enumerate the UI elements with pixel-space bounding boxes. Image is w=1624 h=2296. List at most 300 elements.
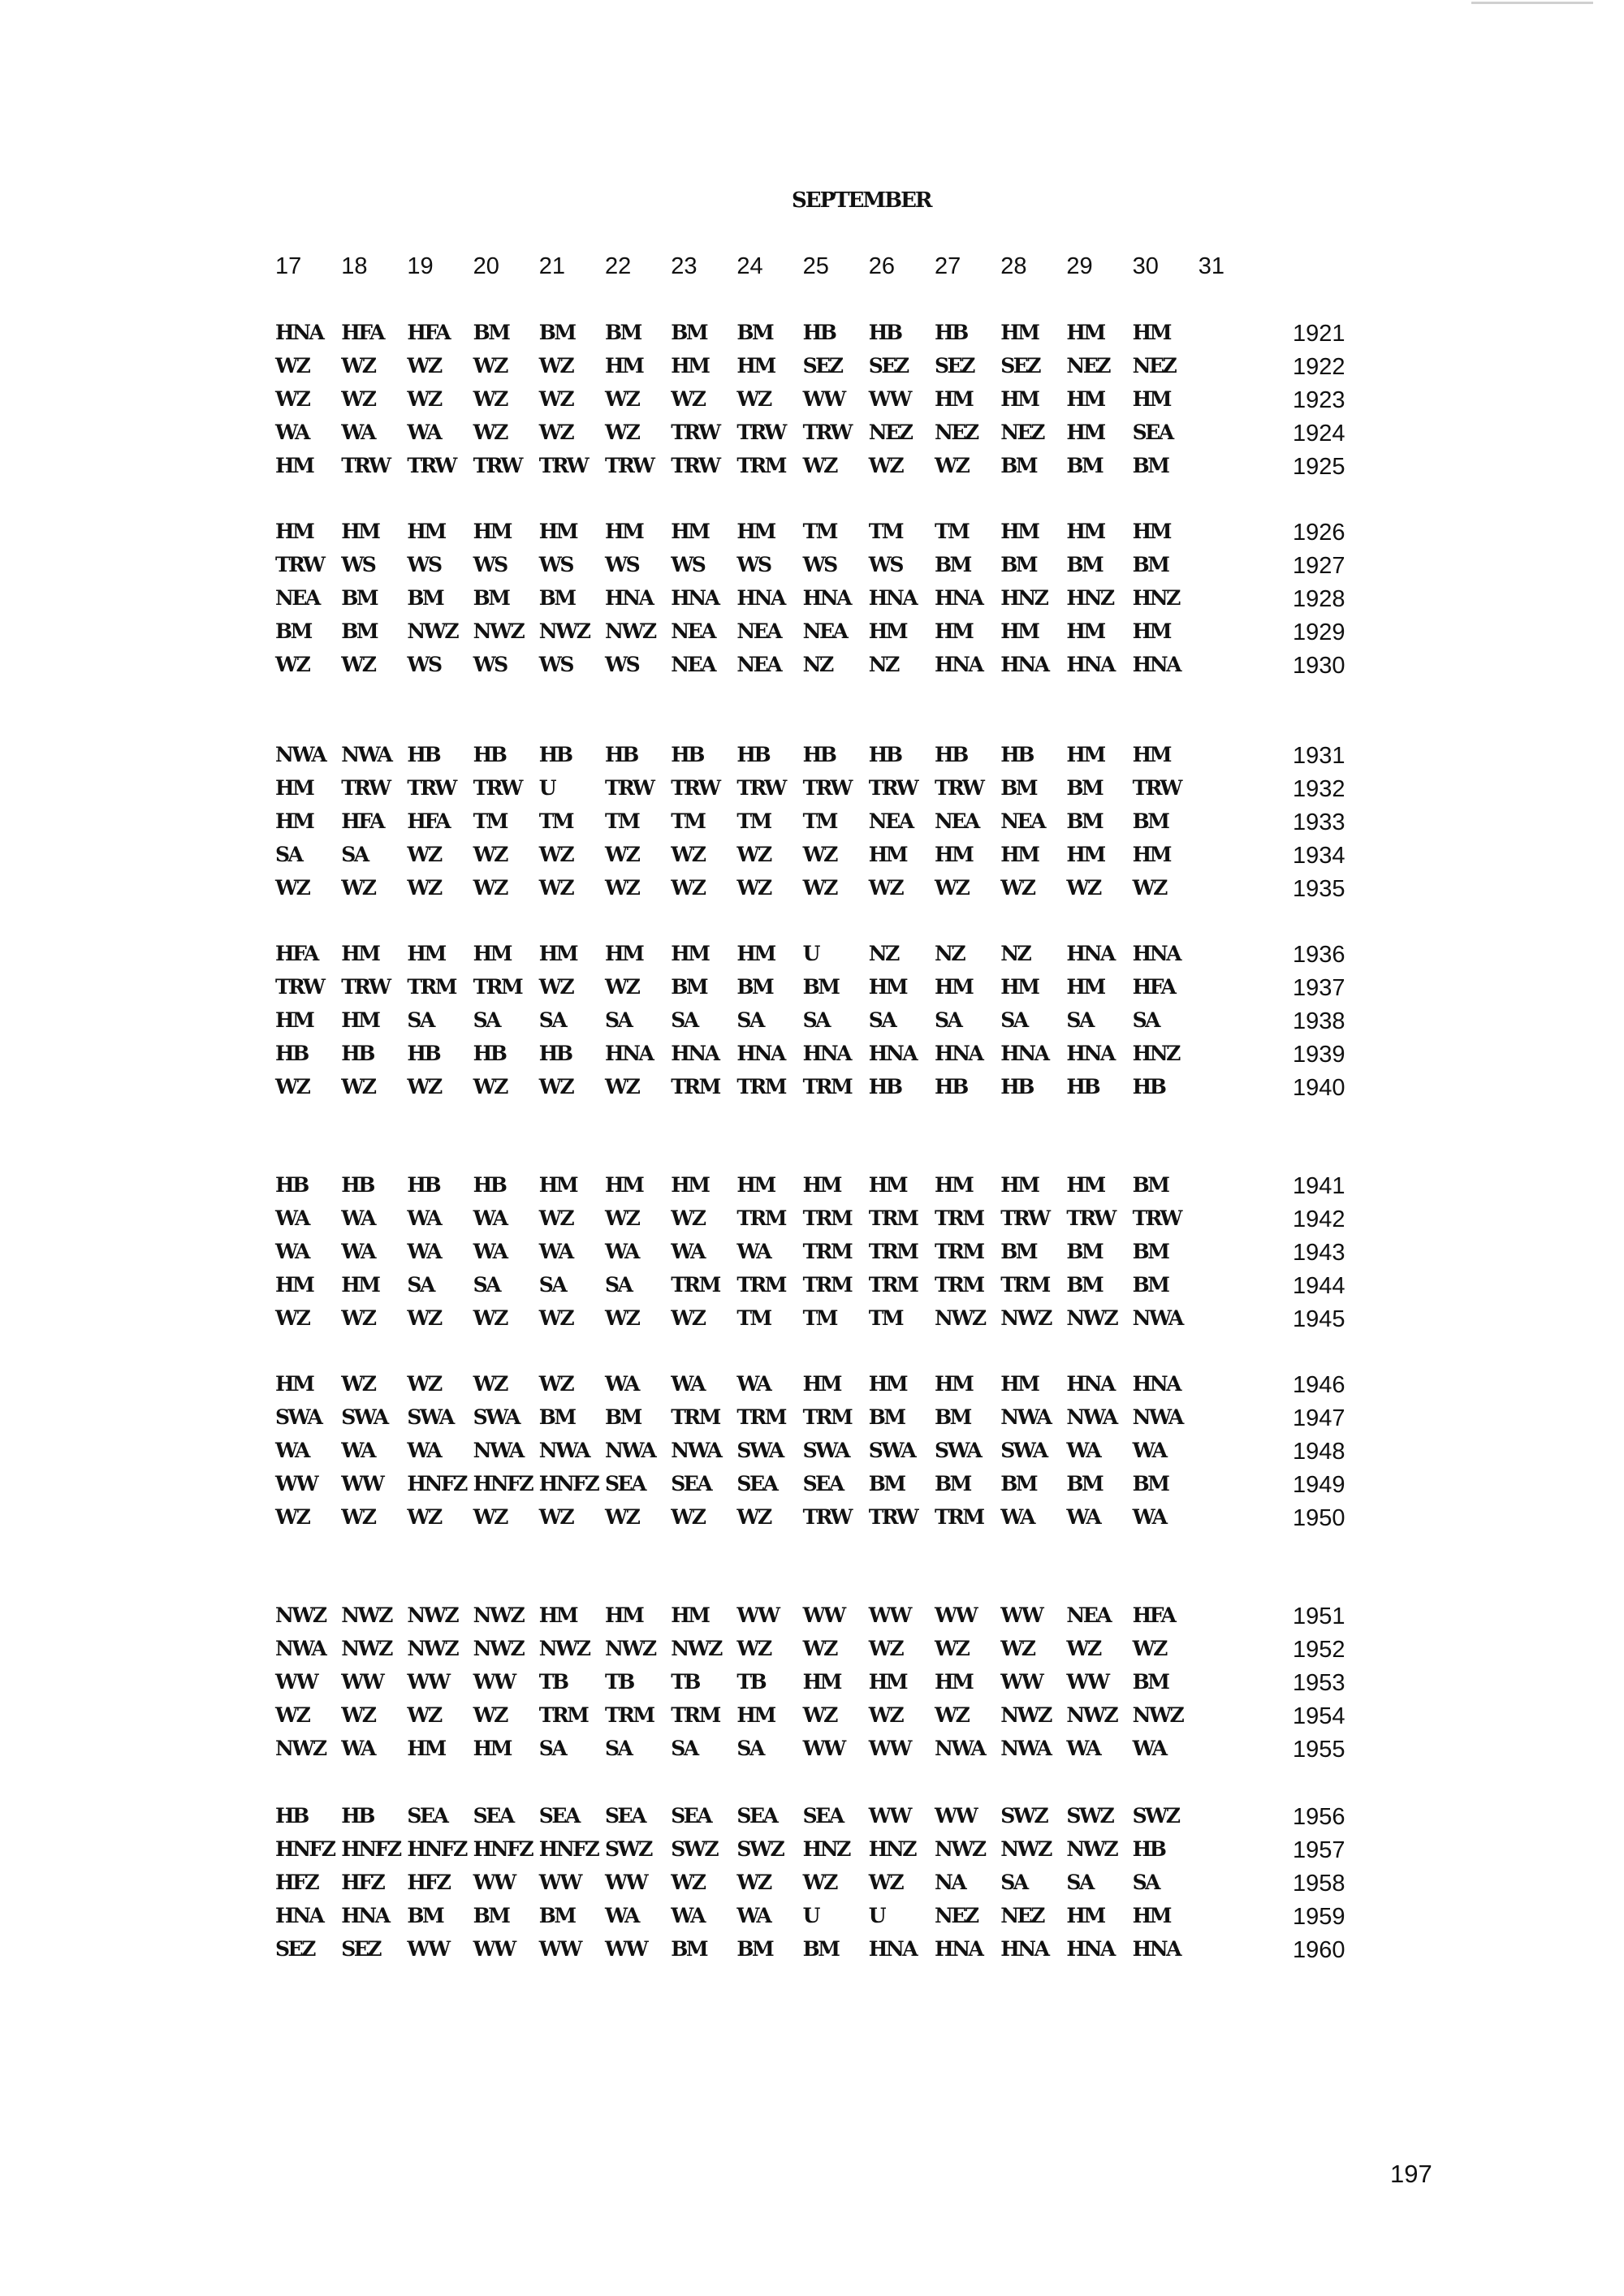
day-header-21: 21 (538, 253, 566, 279)
weather-code-cell: TRM (1000, 1272, 1049, 1297)
weather-code-cell: BM (671, 1936, 706, 1961)
weather-code-cell: TRW (275, 552, 324, 576)
weather-code-cell: SEZ (935, 353, 974, 378)
weather-code-cell: SEA (802, 1804, 843, 1828)
weather-code-cell: WW (473, 1870, 515, 1894)
weather-code-cell: HM (1066, 420, 1104, 444)
weather-code-cell: HM (868, 1173, 907, 1197)
weather-code-cell: HB (275, 1041, 308, 1065)
weather-code-cell: TRM (868, 1239, 918, 1263)
weather-code-cell: SWZ (1066, 1804, 1113, 1828)
weather-code-cell: WS (802, 552, 836, 576)
weather-code-cell: WZ (935, 1703, 969, 1727)
weather-code-cell: BM (407, 1903, 443, 1927)
weather-code-cell: SWZ (671, 1836, 718, 1861)
weather-code-cell: TRM (671, 1405, 719, 1429)
weather-code-cell: TB (736, 1669, 766, 1694)
weather-code-cell: WZ (341, 1306, 375, 1330)
weather-code-cell: WA (605, 1372, 638, 1396)
weather-code-cell: WA (1132, 1504, 1166, 1529)
year-label: 1948 (1293, 1438, 1345, 1465)
weather-code-cell: HNA (935, 1936, 983, 1961)
weather-code-cell: WZ (538, 386, 573, 411)
weather-code-cell: SEA (605, 1471, 646, 1495)
weather-code-cell: TRM (868, 1206, 918, 1230)
table-row (0, 1937, 1624, 1970)
year-label: 1949 (1293, 1471, 1345, 1498)
weather-code-cell: WZ (802, 875, 836, 900)
weather-code-cell: TRW (868, 775, 918, 800)
weather-code-cell: WA (275, 1239, 309, 1263)
weather-code-cell: HB (1132, 1836, 1165, 1861)
weather-code-cell: WW (473, 1936, 515, 1961)
year-label: 1931 (1293, 743, 1345, 769)
weather-code-cell: WZ (935, 875, 969, 900)
weather-code-cell: BM (341, 585, 377, 610)
weather-code-cell: HNA (868, 1936, 917, 1961)
weather-code-cell: BM (605, 1405, 641, 1429)
weather-code-cell: WW (275, 1471, 317, 1495)
table-row (0, 520, 1624, 552)
weather-code-cell: TB (671, 1669, 699, 1694)
weather-code-cell: WZ (473, 386, 507, 411)
weather-code-cell: TM (736, 1306, 771, 1330)
weather-code-cell: HM (736, 1173, 775, 1197)
weather-code-cell: HNA (275, 321, 323, 344)
day-header-row (0, 253, 1624, 286)
weather-code-cell: WW (935, 1804, 977, 1828)
weather-code-cell: WA (671, 1903, 705, 1927)
weather-code-cell: HM (275, 520, 313, 543)
weather-code-cell: SWA (473, 1405, 520, 1429)
day-header-24: 24 (736, 253, 763, 279)
weather-code-cell: WA (1066, 1504, 1100, 1529)
weather-code-cell: WS (407, 552, 441, 576)
weather-code-cell: HM (341, 942, 379, 965)
table-row (0, 876, 1624, 908)
weather-code-cell: HM (1132, 842, 1170, 866)
weather-code-cell: HNA (1000, 652, 1048, 676)
weather-code-cell: SEA (473, 1804, 513, 1828)
weather-code-cell: HNZ (1132, 585, 1179, 610)
weather-code-cell: HM (1132, 619, 1170, 643)
table-row (0, 1405, 1624, 1438)
weather-code-cell: NEZ (868, 420, 912, 444)
weather-code-cell: BM (473, 321, 509, 344)
weather-code-cell: SWA (407, 1405, 453, 1429)
weather-code-cell: WZ (736, 386, 771, 411)
year-label: 1947 (1293, 1405, 1345, 1431)
weather-code-cell: NWZ (935, 1836, 985, 1861)
weather-code-cell: HNZ (1132, 1041, 1179, 1065)
weather-code-cell: WA (1066, 1438, 1100, 1462)
weather-code-cell: TB (538, 1669, 568, 1694)
weather-code-cell: HB (275, 1173, 308, 1197)
weather-code-cell: HM (605, 1603, 643, 1627)
weather-code-cell: WZ (275, 1074, 309, 1098)
weather-code-cell: WZ (407, 1703, 441, 1727)
weather-code-cell: SWA (802, 1438, 849, 1462)
weather-code-cell: WS (671, 552, 705, 576)
weather-code-cell: BM (538, 1405, 575, 1429)
weather-code-cell: HFA (275, 942, 317, 965)
weather-code-cell: HNA (1066, 1372, 1114, 1396)
weather-code-cell: SA (1000, 1870, 1027, 1894)
table-row (0, 1472, 1624, 1504)
weather-code-cell: HNA (736, 585, 784, 610)
weather-code-cell: WZ (605, 842, 639, 866)
weather-code-cell: NWZ (1066, 1836, 1117, 1861)
year-label: 1960 (1293, 1936, 1345, 1963)
weather-code-cell: HM (1066, 321, 1104, 344)
weather-code-cell: HM (1000, 842, 1039, 866)
weather-code-cell: HNA (802, 1041, 850, 1065)
weather-code-cell: WA (341, 1206, 375, 1230)
year-label: 1946 (1293, 1372, 1345, 1398)
weather-code-cell: BM (473, 585, 509, 610)
weather-code-cell: WZ (605, 1504, 639, 1529)
weather-code-cell: HB (341, 1041, 374, 1065)
weather-code-cell: BM (1132, 453, 1168, 477)
weather-code-cell: HM (802, 1372, 840, 1396)
table-row (0, 1008, 1624, 1041)
weather-code-cell: BM (1132, 1272, 1168, 1297)
weather-code-cell: TRW (1132, 775, 1181, 800)
weather-code-cell: NWZ (473, 619, 524, 643)
weather-code-cell: HM (736, 1703, 775, 1727)
weather-code-cell: BM (1066, 1272, 1103, 1297)
weather-code-cell: SEZ (275, 1936, 314, 1961)
weather-code-cell: WA (736, 1903, 771, 1927)
scan-edge-mark (1471, 2, 1593, 4)
weather-code-cell: TRW (538, 453, 588, 477)
weather-code-cell: TRM (935, 1272, 983, 1297)
weather-code-cell: NWA (275, 743, 326, 766)
weather-code-cell: WZ (275, 353, 309, 378)
weather-code-cell: HB (538, 1041, 572, 1065)
weather-code-cell: WA (1000, 1504, 1034, 1529)
weather-code-cell: NZ (935, 942, 965, 965)
weather-code-cell: SA (736, 1736, 763, 1760)
weather-code-cell: NWZ (1066, 1703, 1117, 1727)
weather-code-cell: WZ (671, 842, 705, 866)
weather-code-cell: TRW (407, 775, 456, 800)
day-header-28: 28 (1000, 253, 1027, 279)
weather-code-cell: BM (275, 619, 311, 643)
weather-code-cell: SA (407, 1272, 434, 1297)
weather-code-cell: SA (538, 1272, 566, 1297)
year-label: 1925 (1293, 453, 1345, 480)
day-header-18: 18 (341, 253, 368, 279)
day-header-31: 31 (1198, 253, 1225, 279)
weather-code-cell: BM (1000, 1471, 1036, 1495)
weather-code-cell: WZ (935, 1636, 969, 1660)
weather-code-cell: BM (736, 974, 773, 999)
weather-code-cell: NEA (1066, 1603, 1111, 1627)
page-number: 197 (1390, 2160, 1432, 2188)
weather-code-cell: NWA (671, 1438, 721, 1462)
weather-code-cell: HM (275, 809, 313, 833)
year-label: 1951 (1293, 1603, 1345, 1629)
weather-code-cell: TM (671, 809, 705, 833)
weather-code-cell: SA (1066, 1008, 1093, 1032)
weather-code-cell: BM (1066, 1471, 1103, 1495)
weather-code-cell: HB (407, 1173, 440, 1197)
weather-code-cell: WZ (802, 453, 836, 477)
weather-code-cell: HM (935, 1372, 973, 1396)
weather-code-cell: HNA (1000, 1936, 1048, 1961)
table-row (0, 1637, 1624, 1669)
weather-code-cell: SEZ (341, 1936, 381, 1961)
weather-code-cell: HM (868, 974, 907, 999)
weather-code-cell: WZ (473, 1504, 507, 1529)
day-header-27: 27 (935, 253, 961, 279)
weather-code-cell: NWZ (407, 619, 458, 643)
weather-code-cell: TRM (935, 1206, 983, 1230)
weather-code-cell: NEZ (1000, 1903, 1043, 1927)
year-label: 1928 (1293, 585, 1345, 612)
weather-code-cell: WZ (473, 875, 507, 900)
weather-code-cell: BM (736, 1936, 773, 1961)
weather-code-cell: TRM (671, 1272, 719, 1297)
weather-code-cell: HM (538, 1603, 577, 1627)
year-label: 1922 (1293, 353, 1345, 380)
weather-code-cell: WZ (671, 1504, 705, 1529)
weather-code-cell: HB (671, 743, 703, 766)
weather-code-cell: HM (1132, 1903, 1170, 1927)
year-label: 1938 (1293, 1008, 1345, 1034)
weather-code-cell: SWZ (1000, 1804, 1047, 1828)
year-label: 1958 (1293, 1870, 1345, 1897)
weather-code-cell: WZ (605, 1306, 639, 1330)
year-label: 1941 (1293, 1173, 1345, 1199)
weather-code-cell: NWA (275, 1636, 326, 1660)
weather-code-cell: HNA (605, 585, 653, 610)
weather-code-cell: SWA (868, 1438, 915, 1462)
weather-code-cell: TRW (473, 453, 522, 477)
weather-code-cell: WZ (671, 1206, 705, 1230)
weather-code-cell: SA (538, 1008, 566, 1032)
weather-code-cell: SA (802, 1008, 830, 1032)
weather-code-cell: WZ (1066, 875, 1100, 900)
weather-code-cell: NWA (1000, 1405, 1051, 1429)
weather-code-cell: HM (1000, 386, 1039, 411)
weather-code-cell: HM (1066, 1903, 1104, 1927)
weather-code-cell: WA (407, 1239, 441, 1263)
weather-code-cell: HB (935, 1074, 967, 1098)
weather-code-cell: WW (407, 1936, 449, 1961)
weather-code-cell: WA (736, 1372, 771, 1396)
weather-code-cell: HFZ (407, 1870, 450, 1894)
weather-code-cell: WZ (341, 652, 375, 676)
weather-code-cell: WA (341, 420, 375, 444)
weather-code-cell: WW (1000, 1669, 1043, 1694)
weather-code-cell: HB (1000, 1074, 1033, 1098)
weather-code-cell: NWA (1132, 1405, 1182, 1429)
year-label: 1934 (1293, 842, 1345, 869)
year-label: 1932 (1293, 775, 1345, 802)
table-row (0, 1804, 1624, 1836)
weather-code-cell: WZ (802, 1870, 836, 1894)
weather-code-cell: SEA (671, 1471, 711, 1495)
weather-code-cell: HM (341, 520, 379, 543)
table-row (0, 942, 1624, 974)
weather-code-cell: HM (935, 386, 973, 411)
weather-code-cell: TRM (802, 1405, 852, 1429)
table-row (0, 1075, 1624, 1107)
weather-code-cell: HM (341, 1008, 379, 1032)
weather-code-cell: WW (935, 1603, 977, 1627)
weather-code-cell: HM (935, 1669, 973, 1694)
weather-code-cell: NWZ (473, 1603, 524, 1627)
weather-code-cell: WS (605, 652, 639, 676)
weather-code-cell: BM (1066, 552, 1103, 576)
table-row (0, 354, 1624, 386)
weather-code-cell: HFZ (275, 1870, 318, 1894)
weather-code-cell: SWA (275, 1405, 322, 1429)
weather-code-cell: TM (868, 1306, 903, 1330)
weather-code-cell: HNA (868, 585, 917, 610)
weather-code-cell: TRM (802, 1272, 852, 1297)
weather-code-cell: HM (473, 942, 511, 965)
weather-code-cell: WZ (1132, 1636, 1166, 1660)
weather-code-cell: HM (1066, 619, 1104, 643)
weather-code-cell: HNFZ (407, 1471, 466, 1495)
weather-code-cell: NWA (935, 1736, 985, 1760)
weather-code-cell: NEA (935, 809, 978, 833)
weather-code-cell: NEA (671, 652, 715, 676)
weather-code-cell: SWA (1000, 1438, 1047, 1462)
weather-code-cell: TM (802, 520, 836, 543)
weather-code-cell: HM (1132, 520, 1170, 543)
weather-code-cell: WA (407, 1206, 441, 1230)
weather-code-cell: HNA (1066, 942, 1114, 965)
weather-code-cell: WZ (538, 1504, 573, 1529)
weather-code-cell: HM (1132, 743, 1170, 766)
weather-code-cell: HM (935, 974, 973, 999)
weather-code-cell: WZ (605, 875, 639, 900)
weather-code-cell: WZ (671, 1306, 705, 1330)
table-row (0, 1837, 1624, 1870)
weather-code-cell: HM (407, 1736, 445, 1760)
weather-code-cell: WW (868, 1736, 910, 1760)
weather-code-cell: WW (802, 1736, 844, 1760)
weather-code-cell: NWA (1000, 1736, 1051, 1760)
weather-code-cell: HNA (275, 1903, 323, 1927)
weather-code-cell: WZ (538, 353, 573, 378)
weather-code-cell: WW (1000, 1603, 1043, 1627)
weather-code-cell: NWZ (1000, 1306, 1051, 1330)
weather-code-cell: WZ (407, 353, 441, 378)
weather-code-cell: TRW (671, 453, 719, 477)
weather-code-cell: HNA (1132, 1372, 1180, 1396)
weather-code-cell: WZ (275, 1306, 309, 1330)
weather-code-cell: TRM (736, 1405, 785, 1429)
weather-code-cell: HM (275, 775, 313, 800)
weather-code-cell: HM (538, 942, 577, 965)
weather-code-cell: U (868, 1903, 885, 1927)
weather-code-cell: NEZ (1132, 353, 1176, 378)
table-row (0, 1703, 1624, 1736)
table-row (0, 653, 1624, 685)
weather-code-cell: SA (671, 1736, 698, 1760)
weather-code-cell: BM (1066, 453, 1103, 477)
weather-code-cell: TRW (1000, 1206, 1049, 1230)
weather-code-cell: WZ (1066, 1636, 1100, 1660)
weather-code-cell: HNFZ (407, 1836, 466, 1861)
weather-code-cell: BM (1066, 775, 1103, 800)
weather-code-cell: NWZ (538, 619, 590, 643)
weather-code-cell: HM (538, 520, 577, 543)
year-label: 1939 (1293, 1041, 1345, 1068)
weather-code-cell: HM (868, 619, 907, 643)
year-label: 1921 (1293, 321, 1345, 347)
weather-code-cell: HNA (1132, 652, 1180, 676)
weather-code-cell: HM (1000, 520, 1039, 543)
table-row (0, 1505, 1624, 1538)
weather-code-cell: SWA (736, 1438, 783, 1462)
weather-code-cell: SA (275, 842, 302, 866)
weather-code-cell: WA (605, 1903, 638, 1927)
weather-code-cell: WA (671, 1372, 705, 1396)
weather-code-cell: TRM (538, 1703, 588, 1727)
weather-code-cell: TRM (736, 453, 785, 477)
weather-code-cell: WW (802, 386, 844, 411)
year-label: 1923 (1293, 386, 1345, 413)
weather-code-cell: TRW (671, 420, 719, 444)
weather-code-cell: NEA (736, 652, 781, 676)
weather-code-cell: NWZ (275, 1736, 326, 1760)
year-label: 1952 (1293, 1636, 1345, 1663)
weather-code-cell: BM (935, 552, 970, 576)
weather-code-cell: SA (736, 1008, 763, 1032)
weather-code-cell: HM (1066, 974, 1104, 999)
weather-code-cell: WZ (736, 842, 771, 866)
weather-code-cell: HFA (1132, 1603, 1175, 1627)
weather-code-cell: HM (473, 520, 511, 543)
weather-code-cell: NWA (1132, 1306, 1182, 1330)
weather-code-cell: WA (1066, 1736, 1100, 1760)
table-row (0, 1737, 1624, 1769)
weather-code-cell: HB (341, 1804, 374, 1828)
weather-code-cell: HM (275, 1372, 313, 1396)
weather-code-cell: HNA (1132, 1936, 1180, 1961)
weather-code-cell: SA (473, 1272, 500, 1297)
weather-code-cell: U (538, 775, 555, 800)
weather-code-cell: SEA (1132, 420, 1173, 444)
weather-code-cell: WZ (473, 1306, 507, 1330)
weather-code-cell: HNZ (868, 1836, 916, 1861)
weather-code-cell: WA (341, 1438, 375, 1462)
weather-code-cell: BM (671, 974, 706, 999)
weather-code-cell: TRW (605, 775, 654, 800)
weather-code-cell: NEZ (935, 420, 978, 444)
weather-code-cell: WZ (275, 1504, 309, 1529)
weather-code-cell: HM (1066, 1173, 1104, 1197)
year-label: 1953 (1293, 1669, 1345, 1696)
table-row (0, 1206, 1624, 1239)
weather-code-cell: HM (275, 1272, 313, 1297)
weather-code-cell: HB (802, 743, 836, 766)
weather-code-cell: TRM (736, 1206, 785, 1230)
weather-code-cell: WW (538, 1870, 581, 1894)
weather-code-cell: WZ (736, 1504, 771, 1529)
weather-code-cell: WZ (538, 420, 573, 444)
weather-code-cell: SA (1132, 1008, 1160, 1032)
weather-code-cell: HB (935, 743, 967, 766)
weather-code-cell: HM (935, 619, 973, 643)
table-row (0, 1603, 1624, 1636)
